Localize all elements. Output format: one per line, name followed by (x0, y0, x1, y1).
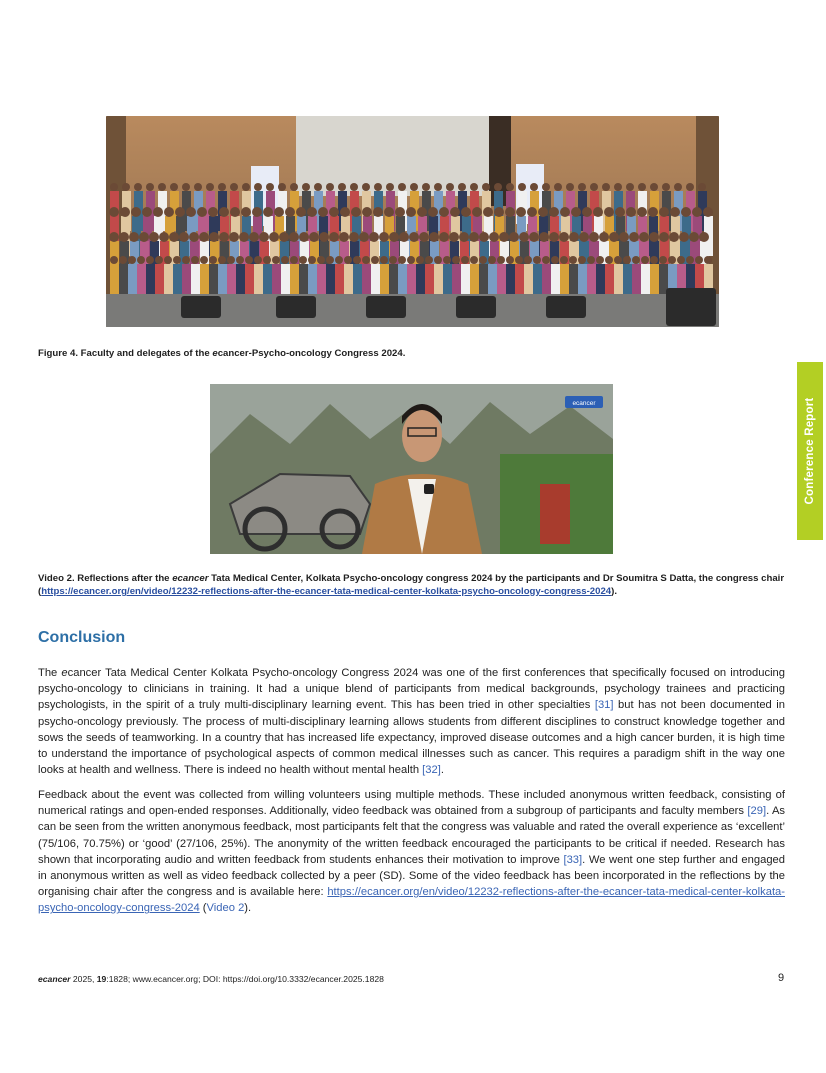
caption-text: Reflections after the (77, 573, 173, 584)
video-url-link[interactable]: https://ecancer.org/en/video/12232-reflections-after-the-ecancer-tata-medical-center-kolkata-psycho-oncology-congress-2024 (38, 886, 785, 915)
journal-volume: 19 (96, 974, 107, 984)
footer-text: 2025, (70, 974, 97, 984)
body-text: The (38, 667, 62, 679)
video-2-link[interactable]: https://ecancer.org/en/video/12232-reflections-after-the-ecancer-tata-medical-center-kolkata-psycho-oncology-congress-2024 (41, 586, 612, 597)
caption-label: Video 2. (38, 573, 78, 584)
caption-text: Faculty and delegates of the (80, 348, 213, 359)
figure-4-caption (38, 347, 786, 360)
body-text: cancer Tata Medical Center Kolkata Psycho-oncology Congress 2024 was one of the first conferences that specifically focused on introducing psycho-oncology to clinicians in training. It had a unique blend of participants from medical backgrounds, psychology trainees and practicing psychologists, in the spirit of a truly multi-disciplinary learning event. This has been tried in other specialties (38, 667, 785, 712)
citation-link[interactable]: [32] (422, 764, 441, 777)
body-text: ). (244, 902, 252, 915)
section-heading-conclusion: Conclusion (38, 629, 126, 646)
body-text: . (440, 764, 444, 777)
figure-4-group-photo (106, 116, 719, 327)
page-footer (38, 974, 384, 984)
caption-text: cancer-Psycho-oncology Congress 2024. (217, 348, 406, 359)
video-2-reference-link[interactable]: Video 2 (206, 902, 245, 915)
page-number: 9 (778, 972, 785, 984)
body-text: . We went one step further and engaged in anonymous written as well as video feedback collected by a peer (SD). Some of the video feedback has been incorporated in the reflections by the organising chair after the congress and is available here: (38, 853, 785, 899)
body-text: ( (199, 902, 207, 915)
video-2-thumbnail[interactable] (210, 384, 613, 554)
section-side-tab (797, 362, 823, 540)
body-text: . As can be seen from the written anonymous feedback, most participants felt that the congress was valuable and rated the overall experience as ‘excellent’ (75/106, 70.75%) or ‘good’ (27/106, 25%). The anonymity of the written feedback encouraged the participants to be critical if needed. Research has shown that incorporating audio and written feedback from students enhances their motivation to improve (38, 805, 785, 866)
caption-text: ). (611, 586, 618, 597)
citation-link[interactable]: [29] (747, 805, 767, 818)
body-emphasis: e (61, 667, 68, 679)
conclusion-paragraph-1 (38, 665, 785, 778)
caption-emphasis: ecancer (172, 573, 209, 584)
caption-text: Tata Medical Center, Kolkata Psycho-oncology congress 2024 by the participants and Dr Soumitra S Datta, the congress chair ( (38, 573, 785, 597)
citation-link[interactable]: [31] (594, 699, 614, 712)
side-tab-label: Conference Report (804, 397, 816, 505)
body-text: Feedback about the event was collected from willing volunteers using multiple methods. These included anonymous written feedback, consisting of numerical ratings and open-ended responses. Additionally, video feedback was obtained from a subgroup of participants and faculty members (38, 789, 785, 818)
body-text: but has not been documented in psycho-oncology previously. The process of multi-disciplinary learning allows students from different disciplines to construct knowledge together and sows the seeds of teamworking. In a country that has increased life expectancy, improved disease outcomes and a high cancer burden, it is high time to understand the importance of psychological aspects of common medical illnesses such as cancer. This requires a paradigm shift in the way one looks at health and wellness. There is indeed no health without mental health (38, 699, 785, 777)
video-brand-badge: ecancer (572, 400, 596, 407)
video-2-caption (38, 572, 786, 598)
caption-label: Figure 4. (38, 348, 81, 359)
caption-emphasis: e (212, 348, 218, 359)
footer-text: :1828; www.ecancer.org; DOI: https://doi.org/10.3332/ecancer.2025.1828 (106, 974, 384, 984)
citation-link[interactable]: [33] (563, 853, 583, 866)
conclusion-paragraph-2 (38, 787, 785, 917)
journal-name: ecancer (38, 974, 71, 984)
